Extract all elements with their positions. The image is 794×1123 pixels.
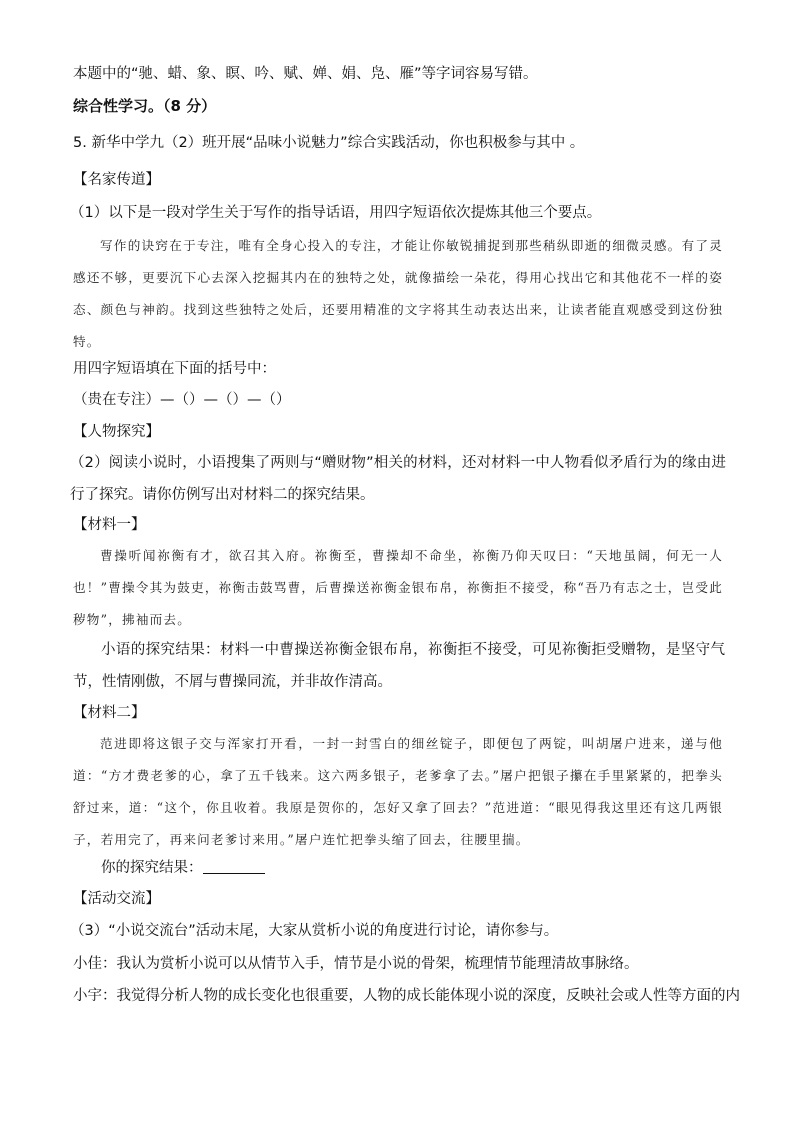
material-1-heading: 【材料一】 xyxy=(73,517,146,533)
heading-mingjia: 【名家传道】 xyxy=(73,172,160,188)
subquestion-3: （3）“小说交流台”活动末尾，大家从赏析小说的角度进行讨论，请你参与。 xyxy=(70,923,559,939)
your-result-label: 你的探究结果： xyxy=(101,860,203,876)
example-result: 小语的探究结果：材料一中曹操送祢衡金银布帛，祢衡拒不接受，可见祢衡拒受赠物，是坚守气节，性情刚傲，不屑与曹操同流，并非故作清高。 xyxy=(73,642,725,690)
material-2-heading: 【材料二】 xyxy=(73,705,146,721)
question-5-intro: 5. 新华中学九（2）班开展“品味小说魅力”综合实践活动，你也积极参与其中 。 xyxy=(73,135,585,151)
your-result-line xyxy=(101,858,265,878)
fill-prompt: 用四字短语填在下面的括号中： xyxy=(73,361,276,377)
subquestion-2: （2）阅读小说时，小语搜集了两则与“赠财物”相关的材料，还对材料一中人物看似矛盾行为的缘由进行了探究。请你仿例写出对材料二的探究结果。 xyxy=(70,455,726,503)
subquestion-1: （1）以下是一段对学生关于写作的指导话语，用四字短语依次提炼其他三个要点。 xyxy=(70,205,602,221)
section-title: 综合性学习。（8 分） xyxy=(73,97,217,115)
fill-in-line: （贵在专注）—（）—（）—（） xyxy=(73,392,291,408)
note-line: 本题中的“驰、蜡、象、瞑、吟、赋、婵、娟、凫、雁”等字词容易写错。 xyxy=(73,66,538,82)
answer-blank[interactable] xyxy=(203,859,265,874)
heading-renwu: 【人物探究】 xyxy=(73,424,160,440)
heading-huodong: 【活动交流】 xyxy=(73,891,160,907)
xiaoyu-comment: 小宇：我觉得分析人物的成长变化也很重要，人物的成长能体现小说的深度，反映社会或人性等方面的内 xyxy=(73,988,740,1004)
material-2-text: 范进即将这银子交与浑家打开看，一封一封雪白的细丝锭子，即便包了两锭，叫胡屠户进来，递与他道：“方才费老爹的心，拿了五千钱来。这六两多银子，老爹拿了去。”屠户把银子攥在手里紧紧的，把拳头舒过来，道：“这个，你且收着。我原是贺你的，怎好又拿了回去？”范进道：“眼见得我这里还有这几两银子，若用完了，再来问老爹讨来用。”屠户连忙把拳头缩了回去，往腰里揣。 xyxy=(73,736,723,847)
quote-writing-advice: 写作的诀窍在于专注，唯有全身心投入的专注，才能让你敏锐捕捉到那些稍纵即逝的细微灵感。有了灵感还不够，更要沉下心去深入挖掘其内在的独特之处，就像描绘一朵花，得用心找出它和其他花不一样的姿态、颜色与神韵。找到这些独特之处后，还要用精准的文字将其生动表达出来，让读者能直观感受到这份独特。 xyxy=(73,238,723,349)
xiaojia-comment: 小佳：我认为赏析小说可以从情节入手，情节是小说的骨架，梳理情节能理清故事脉络。 xyxy=(73,956,639,972)
material-1-text: 曹操听闻祢衡有才，欲召其入府。祢衡至，曹操却不命坐，祢衡乃仰天叹曰：“天地虽阔，何无一人也！”曹操令其为鼓吏，祢衡击鼓骂曹，后曹操送祢衡金银布帛，祢衡拒不接受，称“吾乃有志之士，岂受此秽物”，拂袖而去。 xyxy=(73,548,723,627)
